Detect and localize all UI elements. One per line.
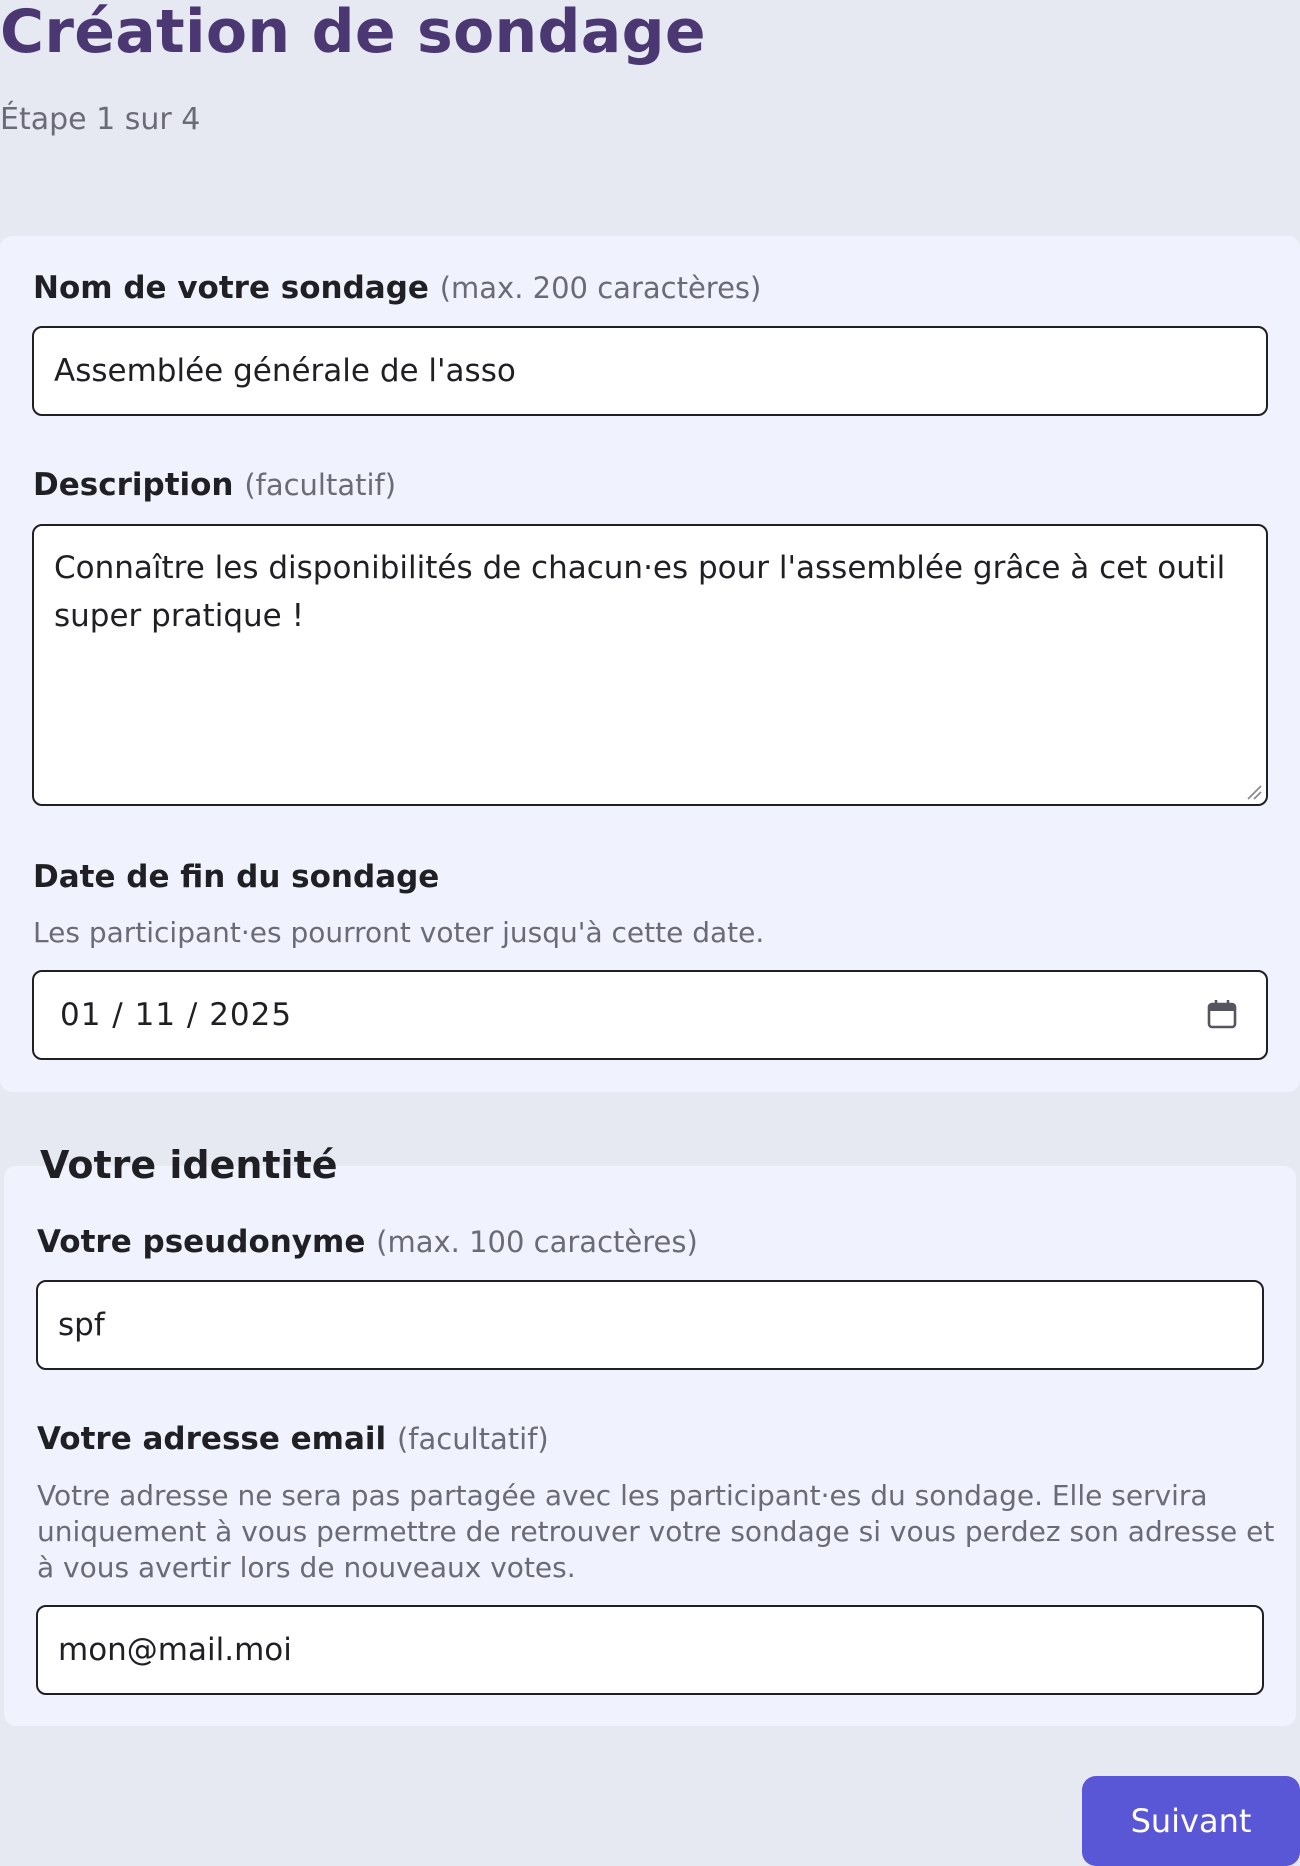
pseudo-hint: (max. 100 caractères) <box>376 1225 698 1259</box>
poll-name-label-text: Nom de votre sondage <box>33 270 429 306</box>
description-textarea[interactable] <box>32 524 1268 806</box>
pseudo-value: spf <box>58 1307 105 1343</box>
identity-section-title: Votre identité <box>40 1143 338 1187</box>
end-date-label: Date de fin du sondage <box>33 859 440 895</box>
pseudo-input[interactable] <box>36 1280 1264 1370</box>
calendar-icon[interactable] <box>1206 998 1238 1030</box>
pseudo-label <box>37 1222 698 1262</box>
description-hint: (facultatif) <box>244 468 397 502</box>
page-title: Création de sondage <box>0 0 706 67</box>
email-value: mon@mail.moi <box>58 1632 292 1668</box>
end-date-help: Les participant·es pourront voter jusqu'à cette date. <box>33 916 765 949</box>
email-hint: (facultatif) <box>396 1422 549 1456</box>
poll-name-hint: (max. 200 caractères) <box>439 271 762 305</box>
end-date-value: 01 / 11 / 2025 <box>60 997 293 1033</box>
description-value: Connaître les disponibilités de chacun·es pour l'assemblée grâce à cet outil super pratique ! <box>54 550 1226 634</box>
poll-name-value: Assemblée générale de l'asso <box>54 353 516 389</box>
email-label <box>37 1419 549 1459</box>
pseudo-label-text: Votre pseudonyme <box>37 1224 366 1260</box>
description-label-text: Description <box>33 467 234 503</box>
end-date-input[interactable] <box>32 970 1268 1060</box>
email-help: Votre adresse ne sera pas partagée avec les participant·es du sondage. Elle servira uniquement à vous permettre de retrouver votre sondage si vous perdez son adresse et à vous avertir lors de nouveaux votes. <box>37 1479 1275 1584</box>
poll-name-input[interactable] <box>32 326 1268 416</box>
email-input[interactable] <box>36 1605 1264 1695</box>
poll-name-label <box>33 268 761 308</box>
next-button[interactable]: Suivant <box>1082 1776 1300 1866</box>
resize-grip-icon[interactable] <box>1244 782 1262 800</box>
email-label-text: Votre adresse email <box>37 1421 387 1457</box>
description-label <box>33 465 396 505</box>
step-indicator: Étape 1 sur 4 <box>0 102 201 137</box>
